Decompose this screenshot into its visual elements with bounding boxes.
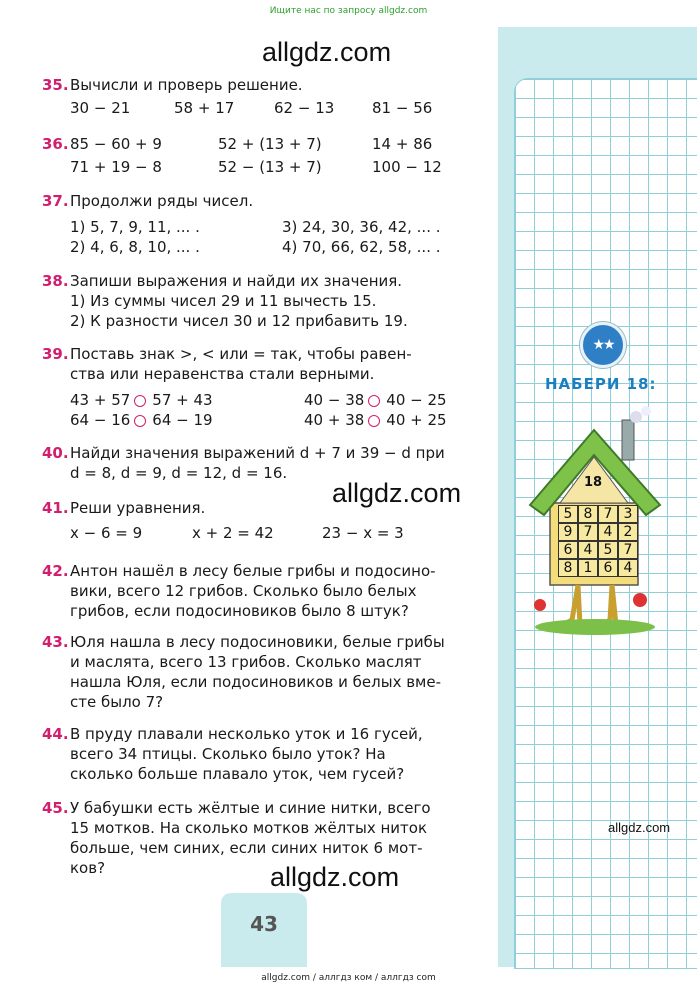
task-text: Вычисли и проверь решение. [70,76,303,94]
task-line: всего 34 птицы. Сколько было уток? На [70,745,386,763]
task-line: ства или неравенства стали верными. [70,365,375,383]
expression: 71 + 19 − 8 [70,158,162,176]
task-line: Юля нашла в лесу подосиновики, белые грибы [70,633,445,651]
task-line: d = 8, d = 9, d = 12, d = 16. [70,464,288,482]
expression: 85 − 60 + 9 [70,135,162,153]
top-search-link[interactable]: Ищите нас по запросу allgdz.com [269,6,428,16]
task-line: вики, всего 12 грибов. Сколько было белых [70,582,417,600]
stars-badge-icon: ★★ [580,322,626,368]
expression: 14 + 86 [372,135,433,153]
expression: 58 + 17 [174,99,235,117]
task-line: 15 мотков. На сколько мотков жёлтых ниток [70,819,428,837]
grid-cell: 5 [558,505,578,523]
task-number: 45. [42,799,69,817]
task-line: У бабушки есть жёлтые и синие нитки, всего [70,799,431,817]
task-line: Найди значения выражений d + 7 и 39 − d при [70,444,445,462]
watermark: allgdz.com [262,37,392,67]
bottom-link[interactable]: allgdz.com / аллгдз ком / аллгдз com [261,973,436,983]
task-number: 38. [42,272,69,290]
task-line: нашла Юля, если подосиновиков и белых вме- [70,673,442,691]
task-line: грибов, если подосиновиков было 8 штук? [70,602,409,620]
grid-cell: 4 [598,523,618,541]
grid-cell: 5 [598,541,618,559]
magic-grid [558,505,638,577]
watermark: allgdz.com [332,478,462,508]
grid-cell: 4 [618,559,638,577]
expression: 62 − 13 [274,99,335,117]
grid-cell: 8 [558,559,578,577]
expression: 100 − 12 [372,158,442,176]
compare-circle[interactable] [368,395,380,407]
grid-cell: 6 [598,559,618,577]
task-line: В пруду плавали несколько уток и 16 гусей, [70,725,423,743]
grid-cell: 2 [618,523,638,541]
compare-circle[interactable] [134,415,146,427]
series-item: 3) 24, 30, 36, 42, ... . [282,218,441,236]
series-item: 1) 5, 7, 9, 11, ... . [70,218,200,236]
equation: 23 − x = 3 [322,524,404,542]
page-number: 43 [250,912,278,936]
grid-cell: 6 [558,541,578,559]
compare-circle[interactable] [134,395,146,407]
equation: x − 6 = 9 [70,524,143,542]
task-line: 2) К разности чисел 30 и 12 прибавить 19. [70,312,408,330]
comparison: 64 − 16 64 − 19 [70,411,213,429]
series-item: 4) 70, 66, 62, 58, ... . [282,238,441,256]
grid-cell: 4 [578,541,598,559]
task-number: 36. [42,135,69,153]
compare-circle[interactable] [368,415,380,427]
grid-cell: 8 [578,505,598,523]
watermark: allgdz.com [608,820,671,835]
comparison: 40 − 38 40 − 25 [304,391,447,409]
watermark: allgdz.com [270,862,400,892]
task-line: Антон нашёл в лесу белые грибы и подосино- [70,562,436,580]
task-number: 41. [42,499,69,517]
equation: x + 2 = 42 [192,524,274,542]
grid-cell: 7 [578,523,598,541]
task-line: больше, чем синих, если синих ниток 6 мот- [70,839,423,857]
task-line: ков? [70,859,106,877]
task-number: 39. [42,345,69,363]
task-line: Поставь знак >, < или = так, чтобы равен- [70,345,412,363]
task-text: Запиши выражения и найди их значения. [70,272,403,290]
grid-cell: 9 [558,523,578,541]
grid-cell: 1 [578,559,598,577]
task-number: 40. [42,444,69,462]
comparison: 40 + 38 40 + 25 [304,411,447,429]
task-number: 35. [42,76,69,94]
grid-cell: 3 [618,505,638,523]
expression: 52 − (13 + 7) [218,158,322,176]
task-number: 44. [42,725,69,743]
task-text: Реши уравнения. [70,499,206,517]
comparison: 43 + 57 57 + 43 [70,391,213,409]
task-text: Продолжи ряды чисел. [70,192,254,210]
grid-cell: 7 [598,505,618,523]
series-item: 2) 4, 6, 8, 10, ... . [70,238,200,256]
task-line: 1) Из суммы чисел 29 и 11 вычесть 15. [70,292,377,310]
task-number: 37. [42,192,69,210]
task-line: сте было 7? [70,693,164,711]
task-line: и маслята, всего 13 грибов. Сколько маслят [70,653,422,671]
expression: 30 − 21 [70,99,131,117]
task-number: 42. [42,562,69,580]
sidebar-title: НАБЕРИ 18: [545,375,657,393]
expression: 81 − 56 [372,99,433,117]
grid-cell: 7 [618,541,638,559]
task-number: 43. [42,633,69,651]
hut-target-number: 18 [583,475,603,490]
task-line: сколько больше плавало уток, чем гусей? [70,765,405,783]
expression: 52 + (13 + 7) [218,135,322,153]
